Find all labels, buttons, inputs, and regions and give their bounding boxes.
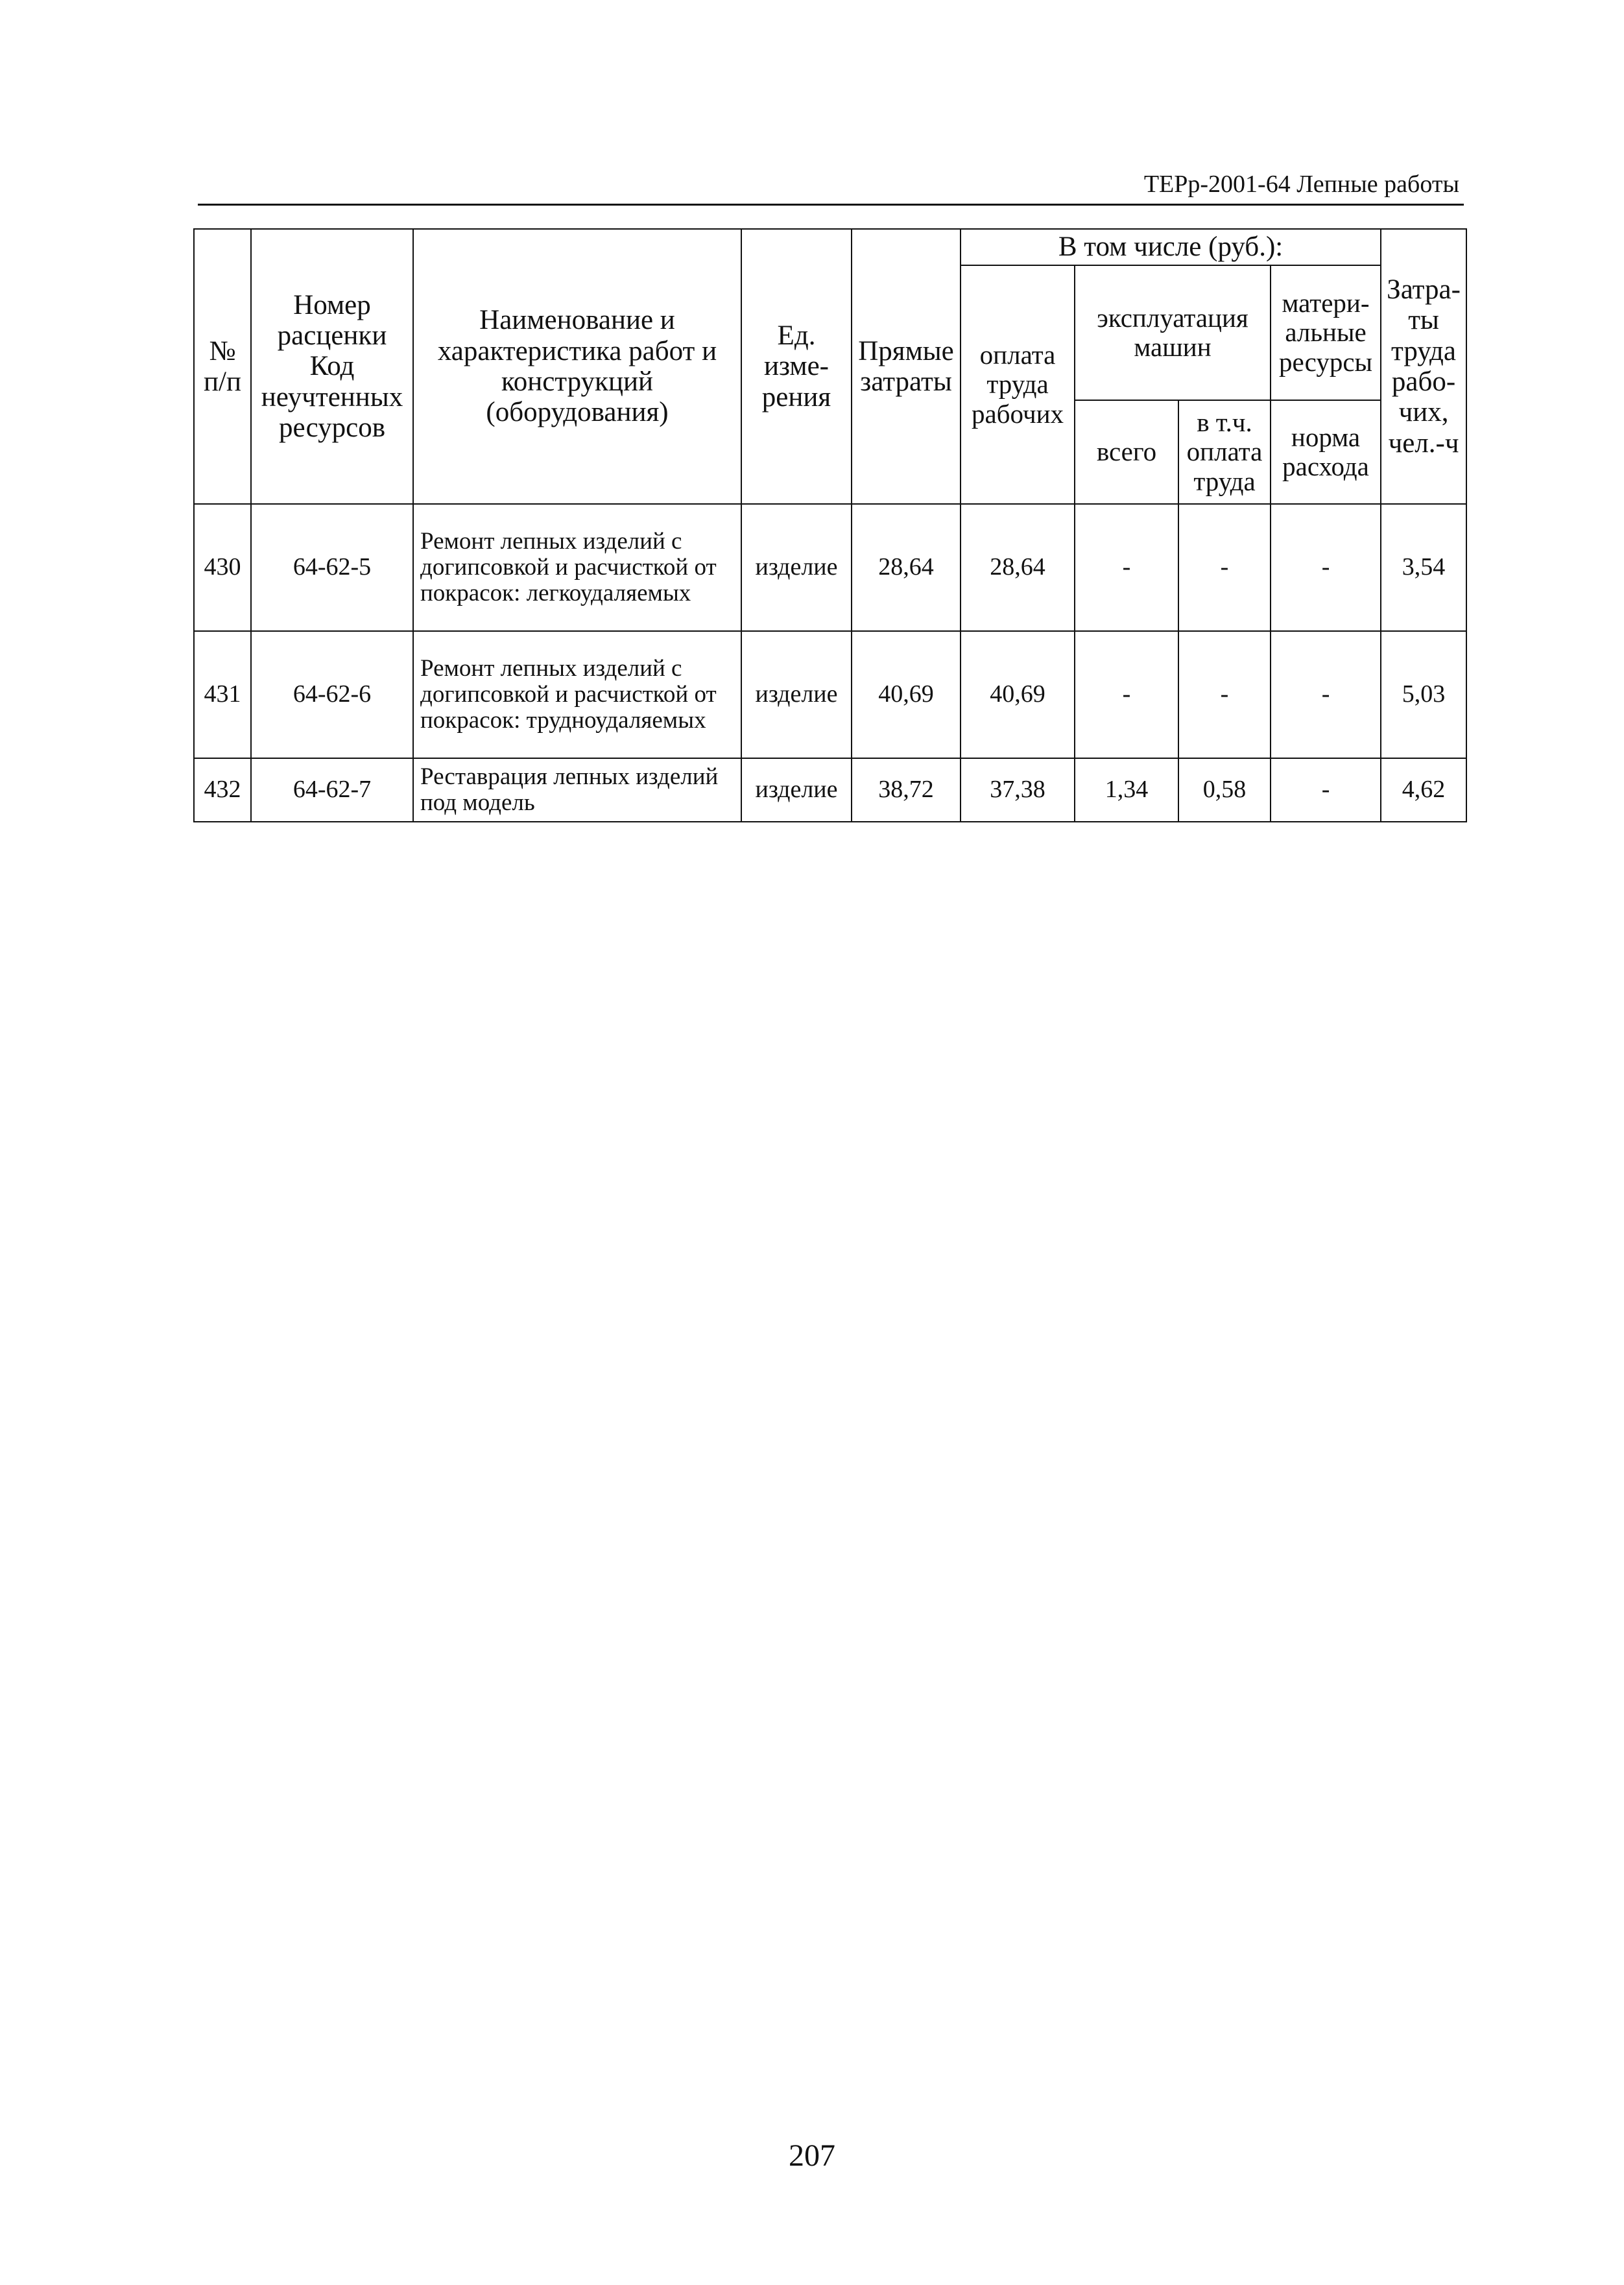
- cell-materials: -: [1271, 631, 1381, 758]
- cell-direct: 38,72: [852, 758, 961, 822]
- header-including: В том числе (руб.):: [961, 229, 1381, 265]
- table-row: [194, 631, 1466, 758]
- header-machines-total: всего: [1075, 400, 1178, 504]
- cell-labor: 3,54: [1381, 504, 1466, 631]
- rates-table: [193, 228, 1467, 822]
- cell-code: 64-62-6: [251, 631, 413, 758]
- cell-machines-wage: -: [1178, 504, 1271, 631]
- cell-wage: 37,38: [961, 758, 1075, 822]
- header-code: Номер расценки Код неучтенных ресурсов: [251, 229, 413, 504]
- cell-wage: 28,64: [961, 504, 1075, 631]
- cell-labor: 5,03: [1381, 631, 1466, 758]
- cell-code: 64-62-7: [251, 758, 413, 822]
- cell-labor: 4,62: [1381, 758, 1466, 822]
- cell-num: 432: [194, 758, 251, 822]
- cell-machines-wage: -: [1178, 631, 1271, 758]
- header-labor-cost: Затра- ты труда рабо- чих, чел.-ч: [1381, 229, 1466, 504]
- cell-name: Ремонт лепных изделий с догипсовкой и расчисткой от покрасок: трудноудаляемых: [413, 631, 741, 758]
- header-name: Наименование и характеристика работ и конструкций (оборудования): [413, 229, 741, 504]
- header-machines-wage: в т.ч. оплата труда: [1178, 400, 1271, 504]
- cell-code: 64-62-5: [251, 504, 413, 631]
- cell-materials: -: [1271, 758, 1381, 822]
- cell-machines-total: -: [1075, 504, 1178, 631]
- header-direct-costs: Прямые затраты: [852, 229, 961, 504]
- cell-direct: 40,69: [852, 631, 961, 758]
- cell-num: 431: [194, 631, 251, 758]
- running-header: ТЕРр-2001-64 Лепные работы: [1143, 171, 1459, 198]
- cell-num: 430: [194, 504, 251, 631]
- cell-machines-wage: 0,58: [1178, 758, 1271, 822]
- cell-unit: изделие: [741, 631, 852, 758]
- header-rule: [198, 204, 1464, 206]
- cell-machines-total: 1,34: [1075, 758, 1178, 822]
- header-num: № п/п: [194, 229, 251, 504]
- cell-materials: -: [1271, 504, 1381, 631]
- cell-direct: 28,64: [852, 504, 961, 631]
- cell-unit: изделие: [741, 758, 852, 822]
- header-unit: Ед. изме- рения: [741, 229, 852, 504]
- cell-name: Ремонт лепных изделий с догипсовкой и расчисткой от покрасок: легкоудаляемых: [413, 504, 741, 631]
- cell-wage: 40,69: [961, 631, 1075, 758]
- header-materials: матери- альные ресурсы: [1271, 265, 1381, 400]
- table-row: [194, 504, 1466, 631]
- page-number: 207: [789, 2138, 835, 2173]
- table-row: [194, 758, 1466, 822]
- header-labor-wage: оплата труда рабочих: [961, 265, 1075, 504]
- header-materials-norm: норма расхода: [1271, 400, 1381, 504]
- cell-machines-total: -: [1075, 631, 1178, 758]
- cell-unit: изделие: [741, 504, 852, 631]
- cell-name: Реставрация лепных изделий под модель: [413, 758, 741, 822]
- header-machines: эксплуатация машин: [1075, 265, 1271, 400]
